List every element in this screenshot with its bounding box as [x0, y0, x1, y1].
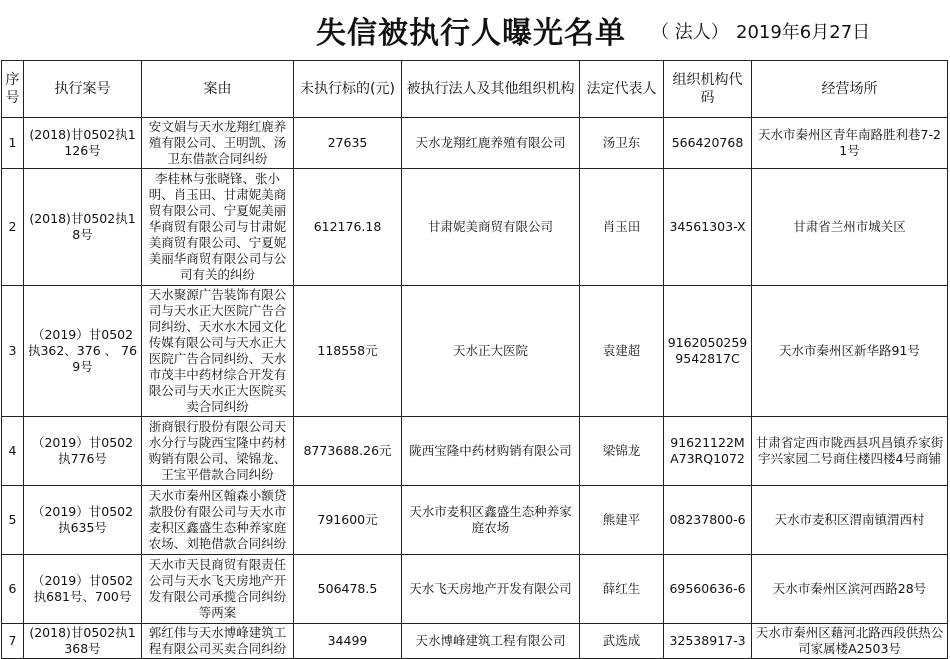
seq-cell: 3 — [2, 286, 24, 417]
entity-cell: 天水市麦积区鑫盛生态种养家庭农场 — [402, 486, 580, 555]
col-header-org-code: 组织机构代码 — [664, 61, 752, 118]
seq-cell: 2 — [2, 169, 24, 286]
reason-cell: 郭红伟与天水博峰建筑工程有限公司买卖合同纠纷 — [142, 624, 294, 659]
reason-cell: 浙商银行股份有限公司天水分行与陇西宝隆中药材购销有限公司、梁锦龙、王宝平借款合同纠纷 — [142, 417, 294, 486]
case-no-cell: (2018)甘0502执1126号 — [24, 118, 142, 169]
entity-cell: 天水飞天房地产开发有限公司 — [402, 555, 580, 624]
page-date: 2019年6月27日 — [736, 22, 871, 43]
rep-cell: 袁建超 — [580, 286, 664, 417]
case-no-cell: （2019）甘0502执635号 — [24, 486, 142, 555]
rep-cell: 汤卫东 — [580, 118, 664, 169]
org-code-cell: 08237800-6 — [664, 486, 752, 555]
address-cell: 天水市秦州区滨河西路28号 — [752, 555, 948, 624]
reason-cell: 安文娟与天水龙翔红鹿养殖有限公司、王明凯、汤卫东借款合同纠纷 — [142, 118, 294, 169]
address-cell: 天水市秦州区新华路91号 — [752, 286, 948, 417]
col-header-seq: 序号 — [2, 61, 24, 118]
reason-cell: 李桂林与张晓锋、张小明、肖玉田、甘肃妮美商贸有限公司、宁夏妮美丽华商贸有限公司与甘肃妮美商贸有限公司、宁夏妮美丽华商贸有限公司与公司有关的纠纷 — [142, 169, 294, 286]
seq-cell: 4 — [2, 417, 24, 486]
case-no-cell: （2019）甘0502执362、376 、 769号 — [24, 286, 142, 417]
amount-cell: 506478.5 — [294, 555, 402, 624]
page-title: 失信被执行人曝光名单 — [316, 16, 626, 51]
col-header-entity: 被执行法人及其他组织机构 — [402, 61, 580, 118]
seq-cell: 6 — [2, 555, 24, 624]
org-code-cell: 32538917-3 — [664, 624, 752, 659]
blacklist-table — [1, 60, 948, 659]
case-no-cell: (2018)甘0502执1368号 — [24, 624, 142, 659]
reason-cell: 天水聚源广告装饰有限公司与天水正大医院广告合同纠纷、天水水木园文化传媒有限公司与天水正大医院广告合同纠纷、天水市茂丰中药材综合开发有限公司与天水正大医院买卖合同纠纷 — [142, 286, 294, 417]
seq-cell: 1 — [2, 118, 24, 169]
page-subtitle: （ 法人） — [651, 22, 729, 43]
amount-cell: 8773688.26元 — [294, 417, 402, 486]
col-header-rep: 法定代表人 — [580, 61, 664, 118]
entity-cell: 陇西宝隆中药材购销有限公司 — [402, 417, 580, 486]
seq-cell: 5 — [2, 486, 24, 555]
org-code-cell: 69560636-6 — [664, 555, 752, 624]
address-cell: 天水市麦积区渭南镇渭西村 — [752, 486, 948, 555]
table-row — [2, 286, 948, 417]
org-code-cell: 91620502599542817C — [664, 286, 752, 417]
table-row — [2, 624, 948, 659]
seq-cell: 7 — [2, 624, 24, 659]
rep-cell: 肖玉田 — [580, 169, 664, 286]
table-row — [2, 118, 948, 169]
address-cell: 甘肃省定西市陇西县巩昌镇乔家街宇兴家园二号商住楼四楼4号商铺 — [752, 417, 948, 486]
amount-cell: 612176.18 — [294, 169, 402, 286]
address-cell: 天水市秦州区青年南路胜利巷7-21号 — [752, 118, 948, 169]
rep-cell: 熊建平 — [580, 486, 664, 555]
reason-cell: 天水市秦州区翰森小额贷款股份有限公司与天水市麦积区鑫盛生态种养家庭农场、刘艳借款合同纠纷 — [142, 486, 294, 555]
amount-cell: 791600元 — [294, 486, 402, 555]
rep-cell: 梁锦龙 — [580, 417, 664, 486]
table-row — [2, 417, 948, 486]
entity-cell: 天水博峰建筑工程有限公司 — [402, 624, 580, 659]
table-row — [2, 555, 948, 624]
rep-cell: 武选成 — [580, 624, 664, 659]
col-header-case-no: 执行案号 — [24, 61, 142, 118]
address-cell: 天水市秦州区藉河北路西段供热公司家属楼A2503号 — [752, 624, 948, 659]
col-header-amount: 未执行标的(元) — [294, 61, 402, 118]
org-code-cell: 566420768 — [664, 118, 752, 169]
org-code-cell: 34561303-X — [664, 169, 752, 286]
amount-cell: 27635 — [294, 118, 402, 169]
amount-cell: 118558元 — [294, 286, 402, 417]
table-row — [2, 169, 948, 286]
reason-cell: 天水市天艮商贸有限责任公司与天水飞天房地产开发有限公司承揽合同纠纷等两案 — [142, 555, 294, 624]
title-bar — [0, 0, 950, 60]
col-header-reason: 案由 — [142, 61, 294, 118]
entity-cell: 甘肃妮美商贸有限公司 — [402, 169, 580, 286]
case-no-cell: (2018)甘0502执18号 — [24, 169, 142, 286]
rep-cell: 薛红生 — [580, 555, 664, 624]
entity-cell: 天水龙翔红鹿养殖有限公司 — [402, 118, 580, 169]
address-cell: 甘肃省兰州市城关区 — [752, 169, 948, 286]
amount-cell: 34499 — [294, 624, 402, 659]
table-header-row — [2, 61, 948, 118]
case-no-cell: （2019）甘0502执681号、700号 — [24, 555, 142, 624]
entity-cell: 天水正大医院 — [402, 286, 580, 417]
col-header-address: 经营场所 — [752, 61, 948, 118]
table-row — [2, 486, 948, 555]
org-code-cell: 91621122MA73RQ1072 — [664, 417, 752, 486]
case-no-cell: （2019）甘0502执776号 — [24, 417, 142, 486]
